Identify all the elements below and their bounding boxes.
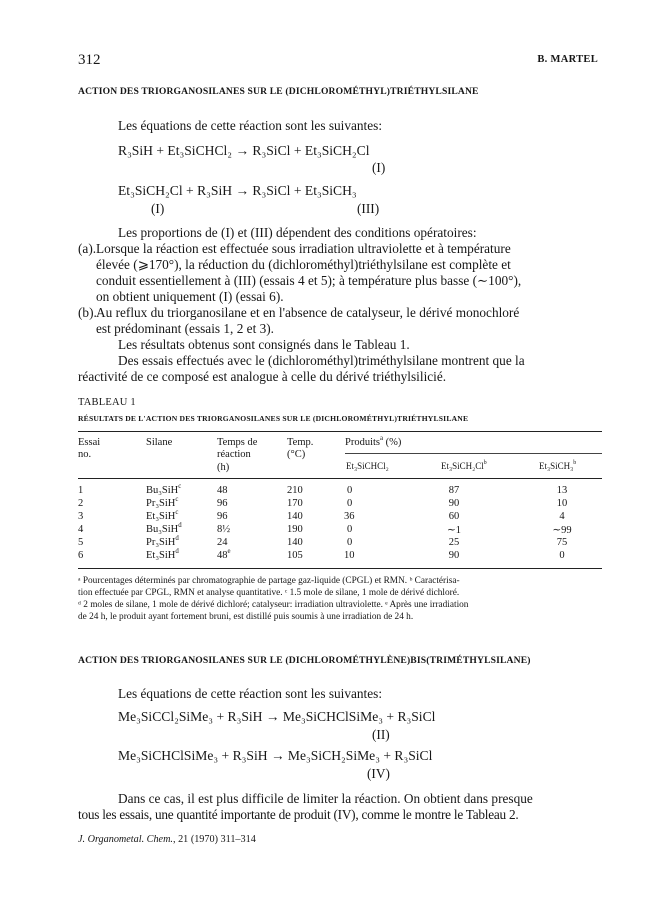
cell-chcl2: 10 [344,550,355,561]
page-number: 312 [78,52,101,68]
table-header-essai: Essai [78,437,101,448]
cell-temps: 96 [217,511,228,522]
cell-silane [146,485,181,496]
cell-ch3: 10 [556,498,568,509]
table-top-rule [78,431,602,432]
table-header-produits-unit: (%) [385,437,402,448]
cell-chcl2: 0 [347,498,353,509]
cell-temps [217,550,231,561]
cell-temp: 140 [287,537,303,548]
list-item-b-line: Au reflux du triorganosilane et en l'absence de catalyseur, le dérivé monochloré [96,305,520,320]
cell-no: 6 [78,550,84,561]
cell-silane-text: Pr₃SiH [146,498,176,509]
table-header-temp: Temp. [287,437,314,448]
journal-citation [78,834,256,845]
table-header-rule [78,478,602,479]
equations-intro-2: Les équations de cette réaction sont les suivantes: [118,686,383,701]
table-header-temp-unit: (°C) [287,449,306,460]
table-header-temps: Temps de [217,437,258,448]
table-header-temps-unit: (h) [217,462,230,473]
cell-silane-text: Et₃SiH [146,550,176,561]
cell-silane-text: Pr₃SiH [146,537,176,548]
table-header-no: no. [78,449,92,460]
cell-chcl2: 36 [344,511,355,522]
cell-temps: 8½ [217,524,231,535]
cell-ch3: 4 [559,511,565,522]
table-header-produits-label: Produits [345,437,381,448]
cell-chcl2: 0 [347,485,353,496]
cell-silane-text: Bu₃SiH [146,524,179,535]
cell-ch2cl: ∼1 [446,525,462,536]
footnote-marker: c [175,509,179,516]
table-header-col-ch3-label: Et₃SiCH₃ [539,461,574,471]
cell-ch2cl: 25 [448,537,460,548]
cell-silane [146,537,179,548]
table-subheader-rule [345,453,602,454]
table-footnotes [78,575,602,623]
cell-temp: 140 [287,511,303,522]
footnote-marker: e [227,548,231,555]
footnote-marker: c [178,483,182,490]
equation-3-label: (II) [372,727,390,742]
cell-ch2cl: 60 [448,511,460,522]
footnote-marker: b [483,460,487,466]
footnote-marker: b [573,460,577,466]
paragraph-line: réactivité de ce composé est analogue à celle du dérivé triéthylsilicié. [78,369,447,384]
cell-ch3: 0 [559,550,565,561]
list-item-b [78,305,602,337]
cell-no: 4 [78,524,84,535]
paragraph-line: tous les essais, une quantité importante de produit (IV), comme le montre le Tableau 2. [78,807,519,822]
cell-no: 1 [78,485,84,496]
cell-temps: 96 [217,498,228,509]
table-bottom-rule [78,568,602,569]
footnote-line: ᵈ 2 moles de silane, 1 mole de dérivé dichloré; catalyseur: irradiation ultraviolette. ᵉ Après une irradiation [78,600,469,610]
journal-volume-pages: , 21 (1970) 311–314 [172,834,256,845]
table-header-temps: réaction [217,449,251,460]
cell-temps: 48 [217,485,228,496]
list-marker-a: (a). [78,241,97,256]
equation-4: Me₃SiCHClSiMe₃ + R₃SiH → Me₃SiCH₂SiMe₃ + R₃SiCl [118,748,433,763]
results-sentence: Les résultats obtenus sont consignés dans le Tableau 1. [118,337,410,352]
footnote-marker: d [175,535,179,542]
list-item-a [78,241,602,305]
running-author: B. MARTEL [537,54,598,65]
cell-silane [146,550,179,561]
list-item-a-line: élevée (⩾170°), la réduction du (dichlorométhyl)triéthylsilane est complète et [96,257,511,272]
cell-temp: 210 [287,485,303,496]
footnote-marker: d [175,548,179,555]
cell-ch3: ∼99 [552,525,572,536]
table-title: TABLEAU 1 [78,397,136,408]
cell-ch3: 75 [556,537,568,548]
cell-silane-text: Et₃SiH [146,511,176,522]
list-item-a-line: Lorsque la réaction est effectuée sous irradiation ultraviolette et à température [96,241,511,256]
cell-ch3: 13 [556,485,568,496]
equation-1-label: (I) [372,160,386,175]
cell-temps: 24 [217,537,228,548]
table-header-col-ch3 [539,461,576,471]
cell-no: 3 [78,511,84,522]
cell-ch2cl: 87 [448,485,460,496]
table-header-col-chcl2: Et₃SiCHCl₂ [346,461,389,471]
footnote-marker: a [380,435,384,442]
cell-temp: 170 [287,498,303,509]
table-header-col-ch2cl-label: Et₃SiCH₂Cl [441,461,484,471]
footnote-line: tion effectuée par CPGL, RMN et analyse quantitative. ᶜ 1.5 mole de silane, 1 mole de dérivé dichloré. [78,588,460,598]
table-header-silane: Silane [146,437,173,448]
cell-ch2cl: 90 [448,550,460,561]
list-item-a-line: conduit essentiellement à (III) (essais 4 et 5); à température plus basse (∼100°), [96,273,522,288]
equation-4-label: (IV) [367,766,390,781]
paragraph-line: Des essais effectués avec le (dichlorométhyl)triméthylsilane montrent que la [118,353,525,368]
cell-silane [146,498,178,509]
section-heading-2: ACTION DES TRIORGANOSILANES SUR LE (DICHLOROMÉTHYLÈNE)BIS(TRIMÉTHYLSILANE) [78,655,531,666]
cell-temps-text: 48 [217,550,228,561]
list-item-b-text [96,305,602,337]
cell-chcl2: 0 [347,524,353,535]
list-item-a-line: on obtient uniquement (I) (essai 6). [96,289,284,304]
list-item-b-line: est prédominant (essais 1, 2 et 3). [96,321,274,336]
cell-chcl2: 0 [347,537,353,548]
list-item-a-text [96,241,602,305]
footnote-line: de 24 h, le produit ayant fortement bruni, est distillé puis soumis à une irradiation de 24 h. [78,612,414,622]
paragraph-line: Dans ce cas, il est plus difficile de limiter la réaction. On obtient dans presque [118,791,533,806]
equation-2-label-iii: (III) [357,201,380,216]
table-subtitle: RÉSULTATS DE L'ACTION DES TRIORGANOSILANES SUR LE (DICHLOROMÉTHYL)TRIÉTHYLSILANE [78,414,469,423]
running-header [78,52,598,70]
equation-3: Me₃SiCCl₂SiMe₃ + R₃SiH → Me₃SiCHClSiMe₃ + R₃SiCl [118,709,436,724]
equation-1: R₃SiH + Et₃SiCHCl₂ → R₃SiCl + Et₃SiCH₂Cl [118,143,370,158]
equation-2-label-i: (I) [151,201,165,216]
equation-2: Et₃SiCH₂Cl + R₃SiH → R₃SiCl + Et₃SiCH₃ [118,183,357,198]
cell-ch2cl: 90 [448,498,460,509]
cell-silane [146,524,182,535]
equations-intro-1: Les équations de cette réaction sont les suivantes: [118,118,383,133]
footnote-marker: c [175,496,179,503]
proportions-sentence: Les proportions de (I) et (III) dépendent des conditions opératoires: [118,225,477,240]
cell-silane [146,511,178,522]
cell-no: 5 [78,537,84,548]
footnote-line: ᵃ Pourcentages déterminés par chromatographie de partage gaz-liquide (CPGL) et RMN. ᵇ Caractérisa- [78,576,460,586]
list-marker-b: (b). [78,305,97,320]
journal-name: J. Organometal. Chem. [78,834,173,845]
cell-silane-text: Bu₃SiH [146,485,179,496]
table-header-col-ch2cl [441,461,487,471]
section-heading-1: ACTION DES TRIORGANOSILANES SUR LE (DICHLOROMÉTHYL)TRIÉTHYLSILANE [78,86,479,97]
footnote-marker: d [178,522,182,529]
cell-temp: 190 [287,524,303,535]
cell-temp: 105 [287,550,303,561]
cell-no: 2 [78,498,84,509]
table-header-produits [345,437,401,449]
